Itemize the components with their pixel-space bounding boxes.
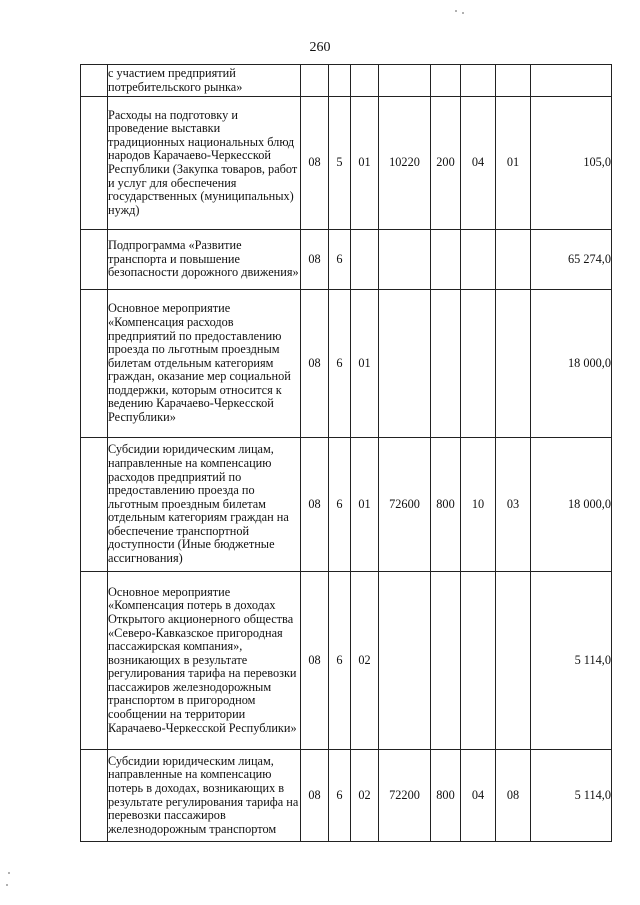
- code-cell: [329, 65, 351, 97]
- code-cell: 08: [301, 97, 329, 230]
- description-cell: Основное мероприятие «Компенсация потерь в доходах Открытого акционерного общества «Северо-Кавказское пригородная пассажирская компания», возникающих в результате регулирования тарифа на перевозки пассажиров железнодорожным транспортом в пригородном сообщении на территории Карачаево-Черкесской Республики»: [108, 572, 301, 750]
- amount-cell: 105,0: [531, 97, 612, 230]
- code-cell: 04: [461, 97, 496, 230]
- row-number-cell: [81, 97, 108, 230]
- code-cell: 6: [329, 230, 351, 290]
- scan-speck: [6, 884, 8, 886]
- scan-speck: [462, 12, 464, 14]
- amount-cell: 18 000,0: [531, 290, 612, 438]
- code-cell: [496, 572, 531, 750]
- table-row: [81, 438, 612, 572]
- code-cell: 01: [351, 97, 379, 230]
- amount-cell: 65 274,0: [531, 230, 612, 290]
- table-row: [81, 290, 612, 438]
- description-cell: с участием предприятий потребительского рынка»: [108, 65, 301, 97]
- code-cell: [431, 290, 461, 438]
- code-cell: 72200: [379, 750, 431, 842]
- scan-speck: [455, 10, 457, 12]
- description-cell: Субсидии юридическим лицам, направленные на компенсацию расходов предприятий по предоставлению проезда по льготным проездным билетам отдельным категориям граждан на обеспечение транспортной доступности (Иные бюджетные ассигнования): [108, 438, 301, 572]
- code-cell: [496, 230, 531, 290]
- code-cell: [379, 290, 431, 438]
- code-cell: 03: [496, 438, 531, 572]
- code-cell: 08: [301, 572, 329, 750]
- row-number-cell: [81, 230, 108, 290]
- code-cell: 08: [301, 438, 329, 572]
- code-cell: 02: [351, 572, 379, 750]
- code-cell: [351, 230, 379, 290]
- table-row: [81, 65, 612, 97]
- code-cell: 08: [301, 290, 329, 438]
- code-cell: [461, 572, 496, 750]
- code-cell: [379, 572, 431, 750]
- code-cell: 6: [329, 572, 351, 750]
- code-cell: 08: [301, 230, 329, 290]
- code-cell: 04: [461, 750, 496, 842]
- row-number-cell: [81, 572, 108, 750]
- code-cell: 01: [351, 290, 379, 438]
- code-cell: 6: [329, 750, 351, 842]
- description-cell: Подпрограмма «Развитие транспорта и повышение безопасности дорожного движения»: [108, 230, 301, 290]
- description-cell: Основное мероприятие «Компенсация расходов предприятий по предоставлению проезда по льготным проездным билетам отдельным категориям граждан, оказание мер социальной поддержки, которым относится к ведению Карачаево-Черкесской Республики»: [108, 290, 301, 438]
- description-cell: Расходы на подготовку и проведение выставки традиционных национальных блюд народов Карачаево-Черкесской Республики (Закупка товаров, работ и услуг для обеспечения государственных (муниципальных) нужд): [108, 97, 301, 230]
- code-cell: [461, 65, 496, 97]
- row-number-cell: [81, 290, 108, 438]
- code-cell: 800: [431, 750, 461, 842]
- amount-cell: [531, 65, 612, 97]
- row-number-cell: [81, 65, 108, 97]
- code-cell: 08: [496, 750, 531, 842]
- row-number-cell: [81, 750, 108, 842]
- table-row: [81, 750, 612, 842]
- code-cell: [351, 65, 379, 97]
- code-cell: [379, 230, 431, 290]
- code-cell: 08: [301, 750, 329, 842]
- code-cell: [496, 290, 531, 438]
- code-cell: 72600: [379, 438, 431, 572]
- table-row: [81, 230, 612, 290]
- code-cell: 10220: [379, 97, 431, 230]
- code-cell: 6: [329, 438, 351, 572]
- code-cell: [496, 65, 531, 97]
- table-row: [81, 572, 612, 750]
- code-cell: 6: [329, 290, 351, 438]
- scan-speck: [8, 872, 10, 874]
- code-cell: [431, 230, 461, 290]
- code-cell: [301, 65, 329, 97]
- code-cell: 10: [461, 438, 496, 572]
- page-number: 260: [309, 40, 331, 55]
- code-cell: [431, 65, 461, 97]
- budget-table: [80, 64, 612, 842]
- code-cell: 800: [431, 438, 461, 572]
- code-cell: 200: [431, 97, 461, 230]
- code-cell: 5: [329, 97, 351, 230]
- code-cell: [379, 65, 431, 97]
- code-cell: [461, 230, 496, 290]
- code-cell: 02: [351, 750, 379, 842]
- code-cell: [431, 572, 461, 750]
- amount-cell: 5 114,0: [531, 572, 612, 750]
- row-number-cell: [81, 438, 108, 572]
- code-cell: 01: [351, 438, 379, 572]
- amount-cell: 18 000,0: [531, 438, 612, 572]
- amount-cell: 5 114,0: [531, 750, 612, 842]
- description-cell: Субсидии юридическим лицам, направленные на компенсацию потерь в доходах, возникающих в результате регулирования тарифа на перевозки пассажиров железнодорожным транспортом: [108, 750, 301, 842]
- table-row: [81, 97, 612, 230]
- code-cell: [461, 290, 496, 438]
- code-cell: 01: [496, 97, 531, 230]
